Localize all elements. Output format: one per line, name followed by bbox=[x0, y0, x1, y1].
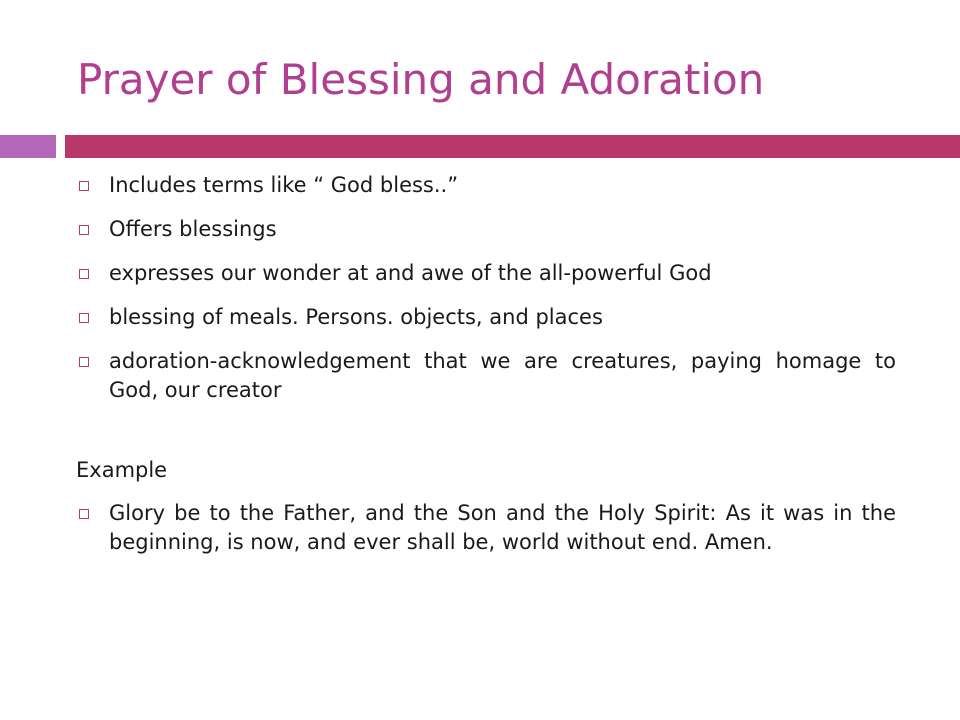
bullet-item bbox=[76, 171, 896, 200]
slide-body bbox=[76, 171, 896, 572]
square-bullet-icon bbox=[79, 181, 89, 191]
square-bullet-icon bbox=[79, 313, 89, 323]
title-rule-accent bbox=[0, 135, 56, 158]
bullet-text: Includes terms like “ God bless..” bbox=[109, 173, 459, 197]
square-bullet-icon bbox=[79, 269, 89, 279]
square-bullet-icon bbox=[79, 509, 89, 519]
square-bullet-icon bbox=[79, 225, 89, 235]
bullet-list bbox=[76, 171, 896, 405]
slide-title: Prayer of Blessing and Adoration bbox=[77, 55, 765, 104]
bullet-text: adoration-acknowledgement that we are creatures, paying homage to God, our creator bbox=[109, 349, 896, 402]
example-bullet-text: Glory be to the Father, and the Son and the Holy Spirit: As it was in the beginning, is now, and ever shall be, world without end. Amen. bbox=[109, 501, 896, 554]
bullet-item bbox=[76, 347, 896, 405]
bullet-item bbox=[76, 303, 896, 332]
example-bullet-item bbox=[76, 499, 896, 557]
example-bullet-list bbox=[76, 499, 896, 557]
square-bullet-icon bbox=[79, 357, 89, 367]
title-rule bbox=[65, 135, 960, 158]
bullet-text: expresses our wonder at and awe of the all-powerful God bbox=[109, 261, 712, 285]
bullet-item bbox=[76, 259, 896, 288]
example-label: Example bbox=[76, 458, 168, 482]
bullet-text: blessing of meals. Persons. objects, and places bbox=[109, 305, 603, 329]
bullet-item bbox=[76, 215, 896, 244]
bullet-text: Offers blessings bbox=[109, 217, 277, 241]
